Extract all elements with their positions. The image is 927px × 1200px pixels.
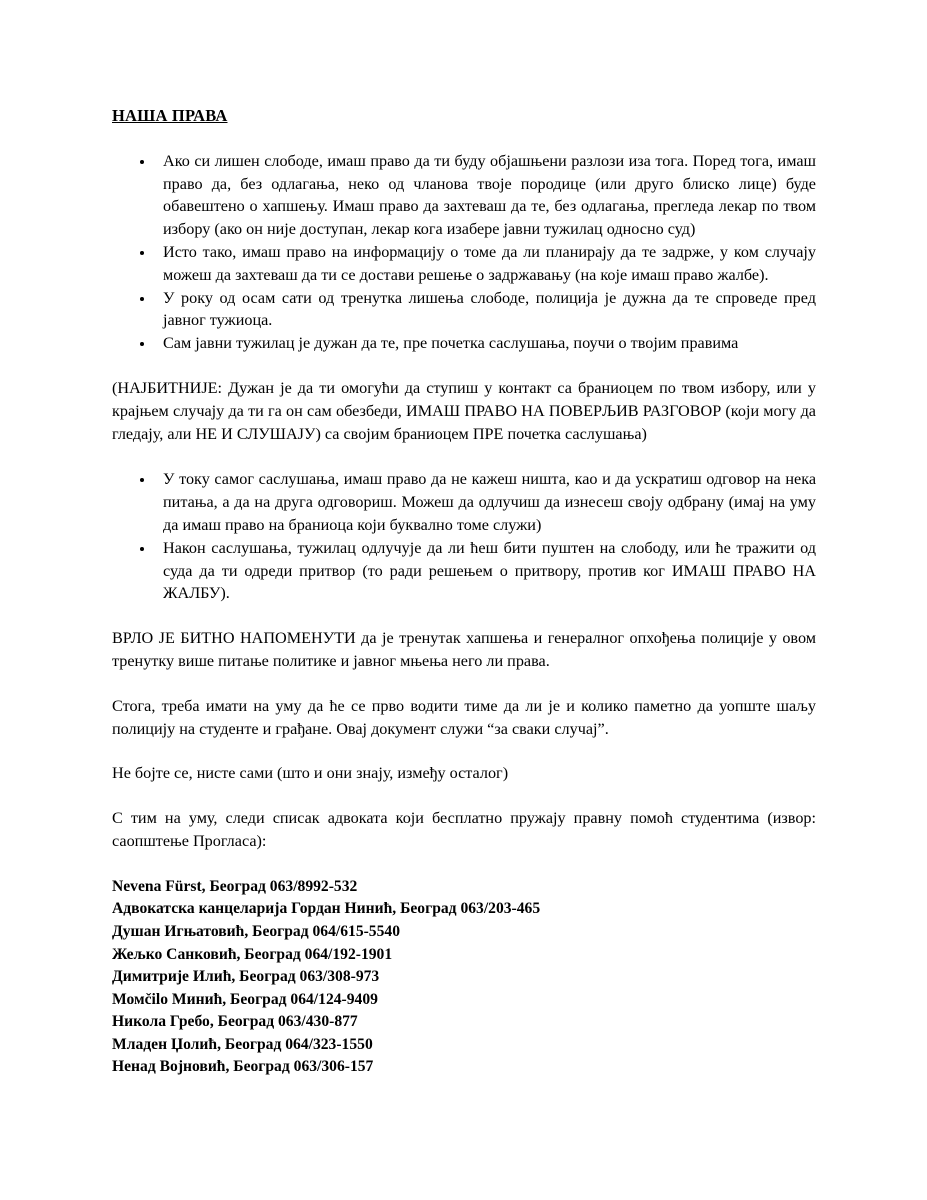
spacer: [112, 740, 816, 762]
list-item: Исто тако, имаш право на информацију о томе да ли планирају да те задрже, у ком случају можеш да захтеваш да ти се достави решење о задржавању (на које имаш право жалбе).: [112, 241, 816, 287]
spacer: [112, 605, 816, 627]
spacer: [112, 355, 816, 377]
list-item: Жељко Санковић, Београд 064/192-1901: [112, 945, 393, 963]
spacer: [112, 673, 816, 695]
list-item: Душан Игњатовић, Београд 064/615-5540: [112, 922, 400, 940]
list-item: Момčilo Минић, Београд 064/124-9409: [112, 990, 378, 1008]
list-item: У року од осам сати од тренутка лишења слободе, полиција је дужна да те спроведе пред јавног тужиоца.: [112, 287, 816, 333]
list-item: Адвокатска канцеларија Гордан Нинић, Београд 063/203-465: [112, 900, 541, 918]
list-item: Сам јавни тужилац је дужан да те, пре почетка саслушања, поучи о твојим правима: [112, 332, 816, 355]
lawyer-contact-list: [112, 876, 816, 1079]
list-item: Након саслушања, тужилац одлучује да ли ћеш бити пуштен на слободу, или ће тражити од суда да ти одреди притвор (то ради решењем о притвору, против ког ИМАШ ПРАВО НА ЖАЛБУ).: [112, 537, 816, 605]
list-item: У току самог саслушања, имаш право да не кажеш ништа, као и да ускратиш одговор на нека питања, а да на друга одговориш. Можеш да одлучиш да изнесеш своју одбрану (имај на уму да имаш право на браниоца који буквално томе служи): [112, 468, 816, 536]
closing-paragraph-2: Стога, треба имати на уму да ће се прво водити тиме да ли је и колико паметно да уопште шаљу полицију на студенте и грађане. Овај документ служи “за сваки случај”.: [112, 696, 816, 738]
list-item: Nevena Fürst, Београд 063/8992-532: [112, 877, 358, 895]
spacer: [112, 785, 816, 807]
hearing-bullet-list: [112, 468, 816, 605]
page-title: НАША ПРАВА: [112, 106, 228, 125]
list-item: Ненад Војновић, Београд 063/306-157: [112, 1058, 374, 1076]
spacer: [112, 853, 816, 876]
list-item: Младен Џолић, Београд 064/323-1550: [112, 1035, 373, 1053]
document-body: [112, 106, 816, 1079]
spacer: [112, 445, 816, 468]
closing-paragraph-3: Не бојте се, нисте сами (што и они знају, између осталог): [112, 764, 509, 783]
rights-bullet-list: [112, 150, 816, 355]
list-item: Никола Гребо, Београд 063/430-877: [112, 1013, 358, 1031]
note-paragraph: (НАЈБИТНИЈЕ: Дужан је да ти омогући да ступиш у контакт са браниоцем по твом избору, или у крајњем случају да ти га он сам обезбеди, ИМАШ ПРАВО НА ПОВЕРЉИВ РАЗГОВОР (који могу да гледају, али НЕ И СЛУШАЈУ) са својим браниоцем ПРЕ почетка саслушања): [112, 378, 816, 443]
closing-paragraph-4: С тим на уму, следи списак адвоката који бесплатно пружају правну помоћ студентима (извор: саопштење Прогласа):: [112, 809, 816, 850]
list-item: Ако си лишен слободе, имаш право да ти буду објашњени разлози иза тога. Поред тога, имаш право да, без одлагања, неко од чланова твоје породице (или друго блиско лице) буде обавештено о хапшењу. Имаш право да захтеваш да те, без одлагања, прегледа лекар по твом избору (ако он није доступан, лекар кога изабере јавни тужилац односно суд): [112, 150, 816, 241]
list-item: Димитрије Илић, Београд 063/308-973: [112, 968, 380, 986]
closing-paragraph-1: ВРЛО ЈЕ БИТНО НАПОМЕНУТИ да је тренутак хапшења и генералног опхођења полиције у овом тренутку више питање политике и јавног мњења него ли права.: [112, 629, 816, 670]
